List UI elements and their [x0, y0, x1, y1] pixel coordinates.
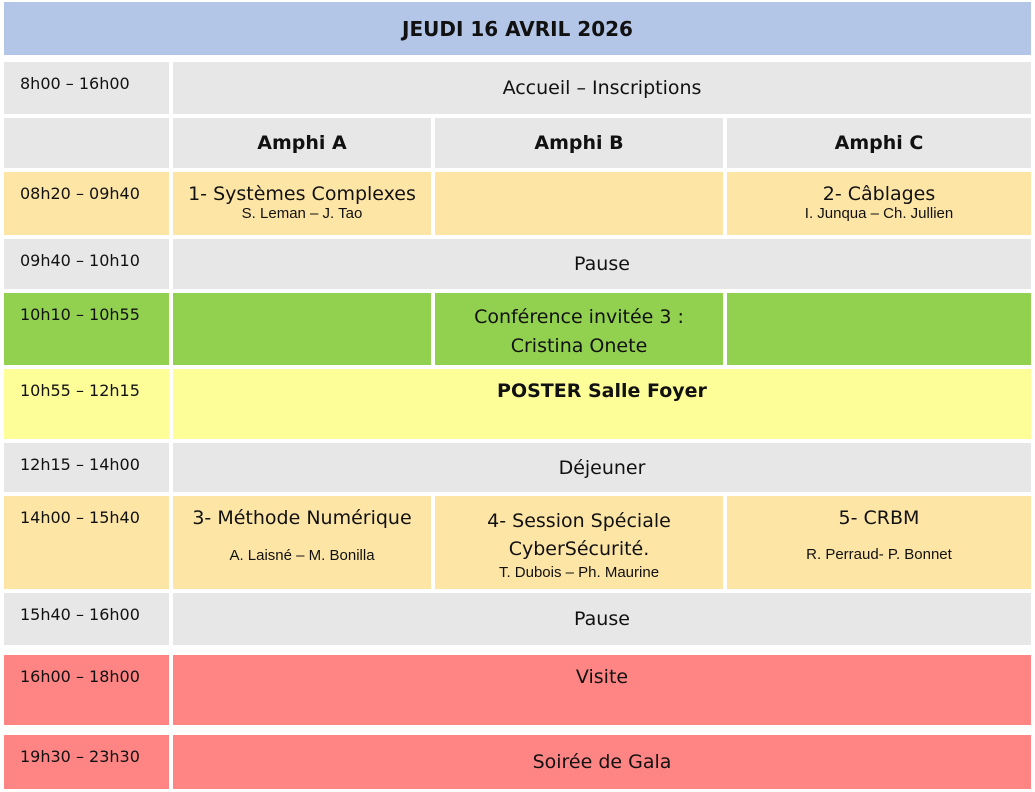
session-title: 5- CRBM [838, 507, 920, 529]
page-title [4, 2, 1031, 55]
session-cell-methode-numerique [173, 496, 431, 589]
lunch-cell [173, 443, 1031, 492]
session-chairs: S. Leman – J. Tao [241, 205, 363, 222]
accueil-cell [173, 62, 1031, 114]
pause-label: Pause [574, 253, 630, 275]
visite-label: Visite [575, 666, 629, 688]
room-header-b: Amphi B [435, 118, 723, 168]
keynote-cell-empty-c [727, 293, 1031, 365]
page-title-text: JEUDI 16 AVRIL 2026 [402, 16, 633, 41]
session-cell-crbm [727, 496, 1031, 589]
time-cell: 15h40 – 16h00 [4, 593, 169, 645]
session-title-2: CyberSécurité. [508, 538, 650, 560]
visite-cell [173, 655, 1031, 725]
session-chairs: I. Junqua – Ch. Jullien [804, 205, 954, 222]
session-chairs: A. Laisné – M. Bonilla [229, 547, 375, 564]
time-cell: 16h00 – 18h00 [4, 655, 169, 725]
room-header-c: Amphi C [727, 118, 1031, 168]
poster-label: POSTER Salle Foyer [497, 380, 707, 402]
time-cell: 10h55 – 12h15 [4, 369, 169, 439]
session-title: 3- Méthode Numérique [192, 507, 412, 529]
keynote-cell [435, 293, 723, 365]
keynote-cell-empty-a [173, 293, 431, 365]
session-title: 2- Câblages [822, 183, 936, 205]
session-cell-systemes-complexes [173, 172, 431, 235]
session-cell-cybersecurite [435, 496, 723, 589]
session-chairs: R. Perraud- P. Bonnet [806, 546, 952, 563]
time-cell: 8h00 – 16h00 [4, 62, 169, 114]
pause-cell [173, 239, 1031, 289]
accueil-label: Accueil – Inscriptions [502, 77, 702, 99]
gala-cell [173, 735, 1031, 789]
pause-label: Pause [574, 608, 630, 630]
poster-cell [173, 369, 1031, 439]
time-cell: 19h30 – 23h30 [4, 735, 169, 789]
gala-label: Soirée de Gala [532, 751, 672, 773]
session-title: 1- Systèmes Complexes [188, 183, 416, 205]
pause-cell [173, 593, 1031, 645]
keynote-title: Conférence invitée 3 : [474, 306, 684, 328]
lunch-label: Déjeuner [558, 456, 646, 479]
time-cell-empty [4, 118, 169, 168]
time-cell: 10h10 – 10h55 [4, 293, 169, 365]
session-cell-empty [435, 172, 723, 235]
time-cell: 12h15 – 14h00 [4, 443, 169, 492]
time-cell: 08h20 – 09h40 [4, 172, 169, 235]
session-chairs: T. Dubois – Ph. Maurine [498, 564, 660, 581]
time-cell: 14h00 – 15h40 [4, 496, 169, 589]
session-cell-cablages [727, 172, 1031, 235]
keynote-speaker: Cristina Onete [510, 335, 648, 357]
time-cell: 09h40 – 10h10 [4, 239, 169, 289]
room-header-a: Amphi A [173, 118, 431, 168]
session-title: 4- Session Spéciale [487, 510, 671, 532]
